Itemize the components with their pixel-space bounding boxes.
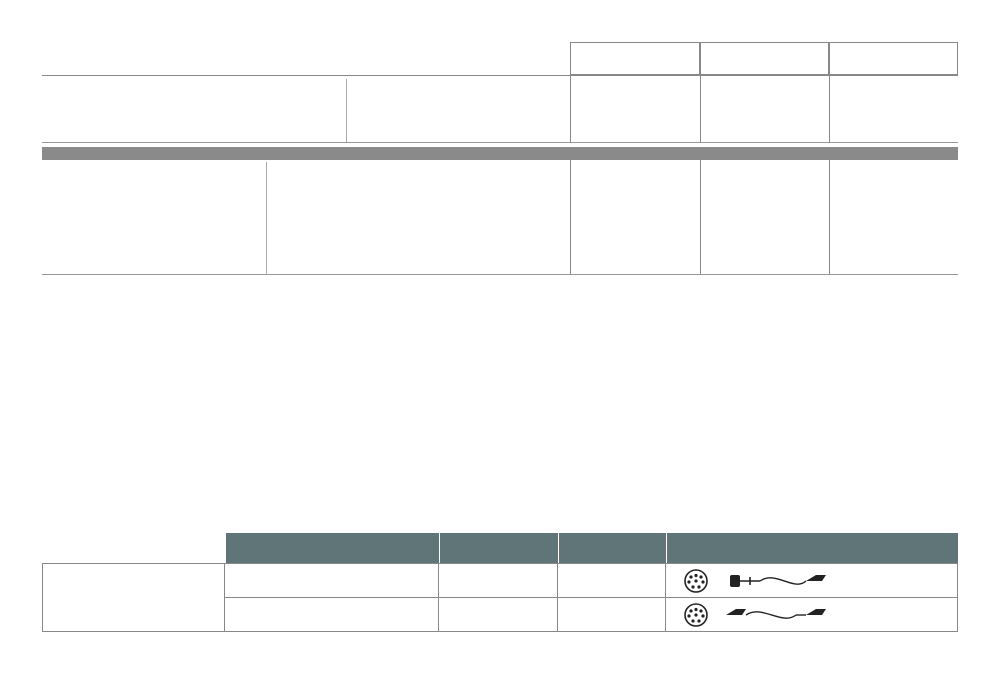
type2-cable-mode3-icon <box>666 600 846 630</box>
charge-type <box>225 598 439 631</box>
charge-solution-content <box>666 566 846 596</box>
pack-description <box>42 160 570 274</box>
equipment-table <box>42 75 958 275</box>
charge-type <box>225 564 439 597</box>
pack-multimedia-column <box>267 162 271 274</box>
multimedia-row <box>42 76 958 143</box>
charge-solution-content <box>666 600 846 630</box>
pack-collection-value <box>829 160 958 274</box>
charge-time <box>558 564 666 597</box>
multimedia-design-value <box>570 76 700 142</box>
charge-group-label <box>43 564 225 631</box>
charge-time <box>558 598 666 631</box>
multimedia-right-column <box>347 79 351 142</box>
charge-header-solution <box>667 533 958 563</box>
pack-business-value <box>700 160 829 274</box>
pack-row <box>42 160 958 275</box>
charge-header-type <box>226 533 440 563</box>
pack-design-value <box>570 160 700 274</box>
charge-row <box>225 564 957 597</box>
charge-solution <box>666 564 957 597</box>
charge-header-power <box>440 533 559 563</box>
charge-power <box>439 598 558 631</box>
charge-rows <box>225 564 957 631</box>
pack-confort-column <box>45 162 267 274</box>
type2-cable-mode2-icon <box>666 566 846 596</box>
multimedia-description <box>42 76 570 142</box>
charge-solution <box>666 598 957 631</box>
charge-table-header <box>226 533 958 563</box>
charge-header-time <box>559 533 667 563</box>
multimedia-left-column <box>45 79 347 142</box>
multimedia-collection-value <box>829 76 958 142</box>
charge-table-body <box>42 563 958 632</box>
column-header-design-business <box>700 42 829 75</box>
charge-power <box>439 564 558 597</box>
charge-row <box>225 597 957 631</box>
column-header-collection <box>829 42 958 75</box>
column-header-design <box>570 42 700 75</box>
multimedia-business-value <box>700 76 829 142</box>
pack-section-header <box>42 147 958 160</box>
